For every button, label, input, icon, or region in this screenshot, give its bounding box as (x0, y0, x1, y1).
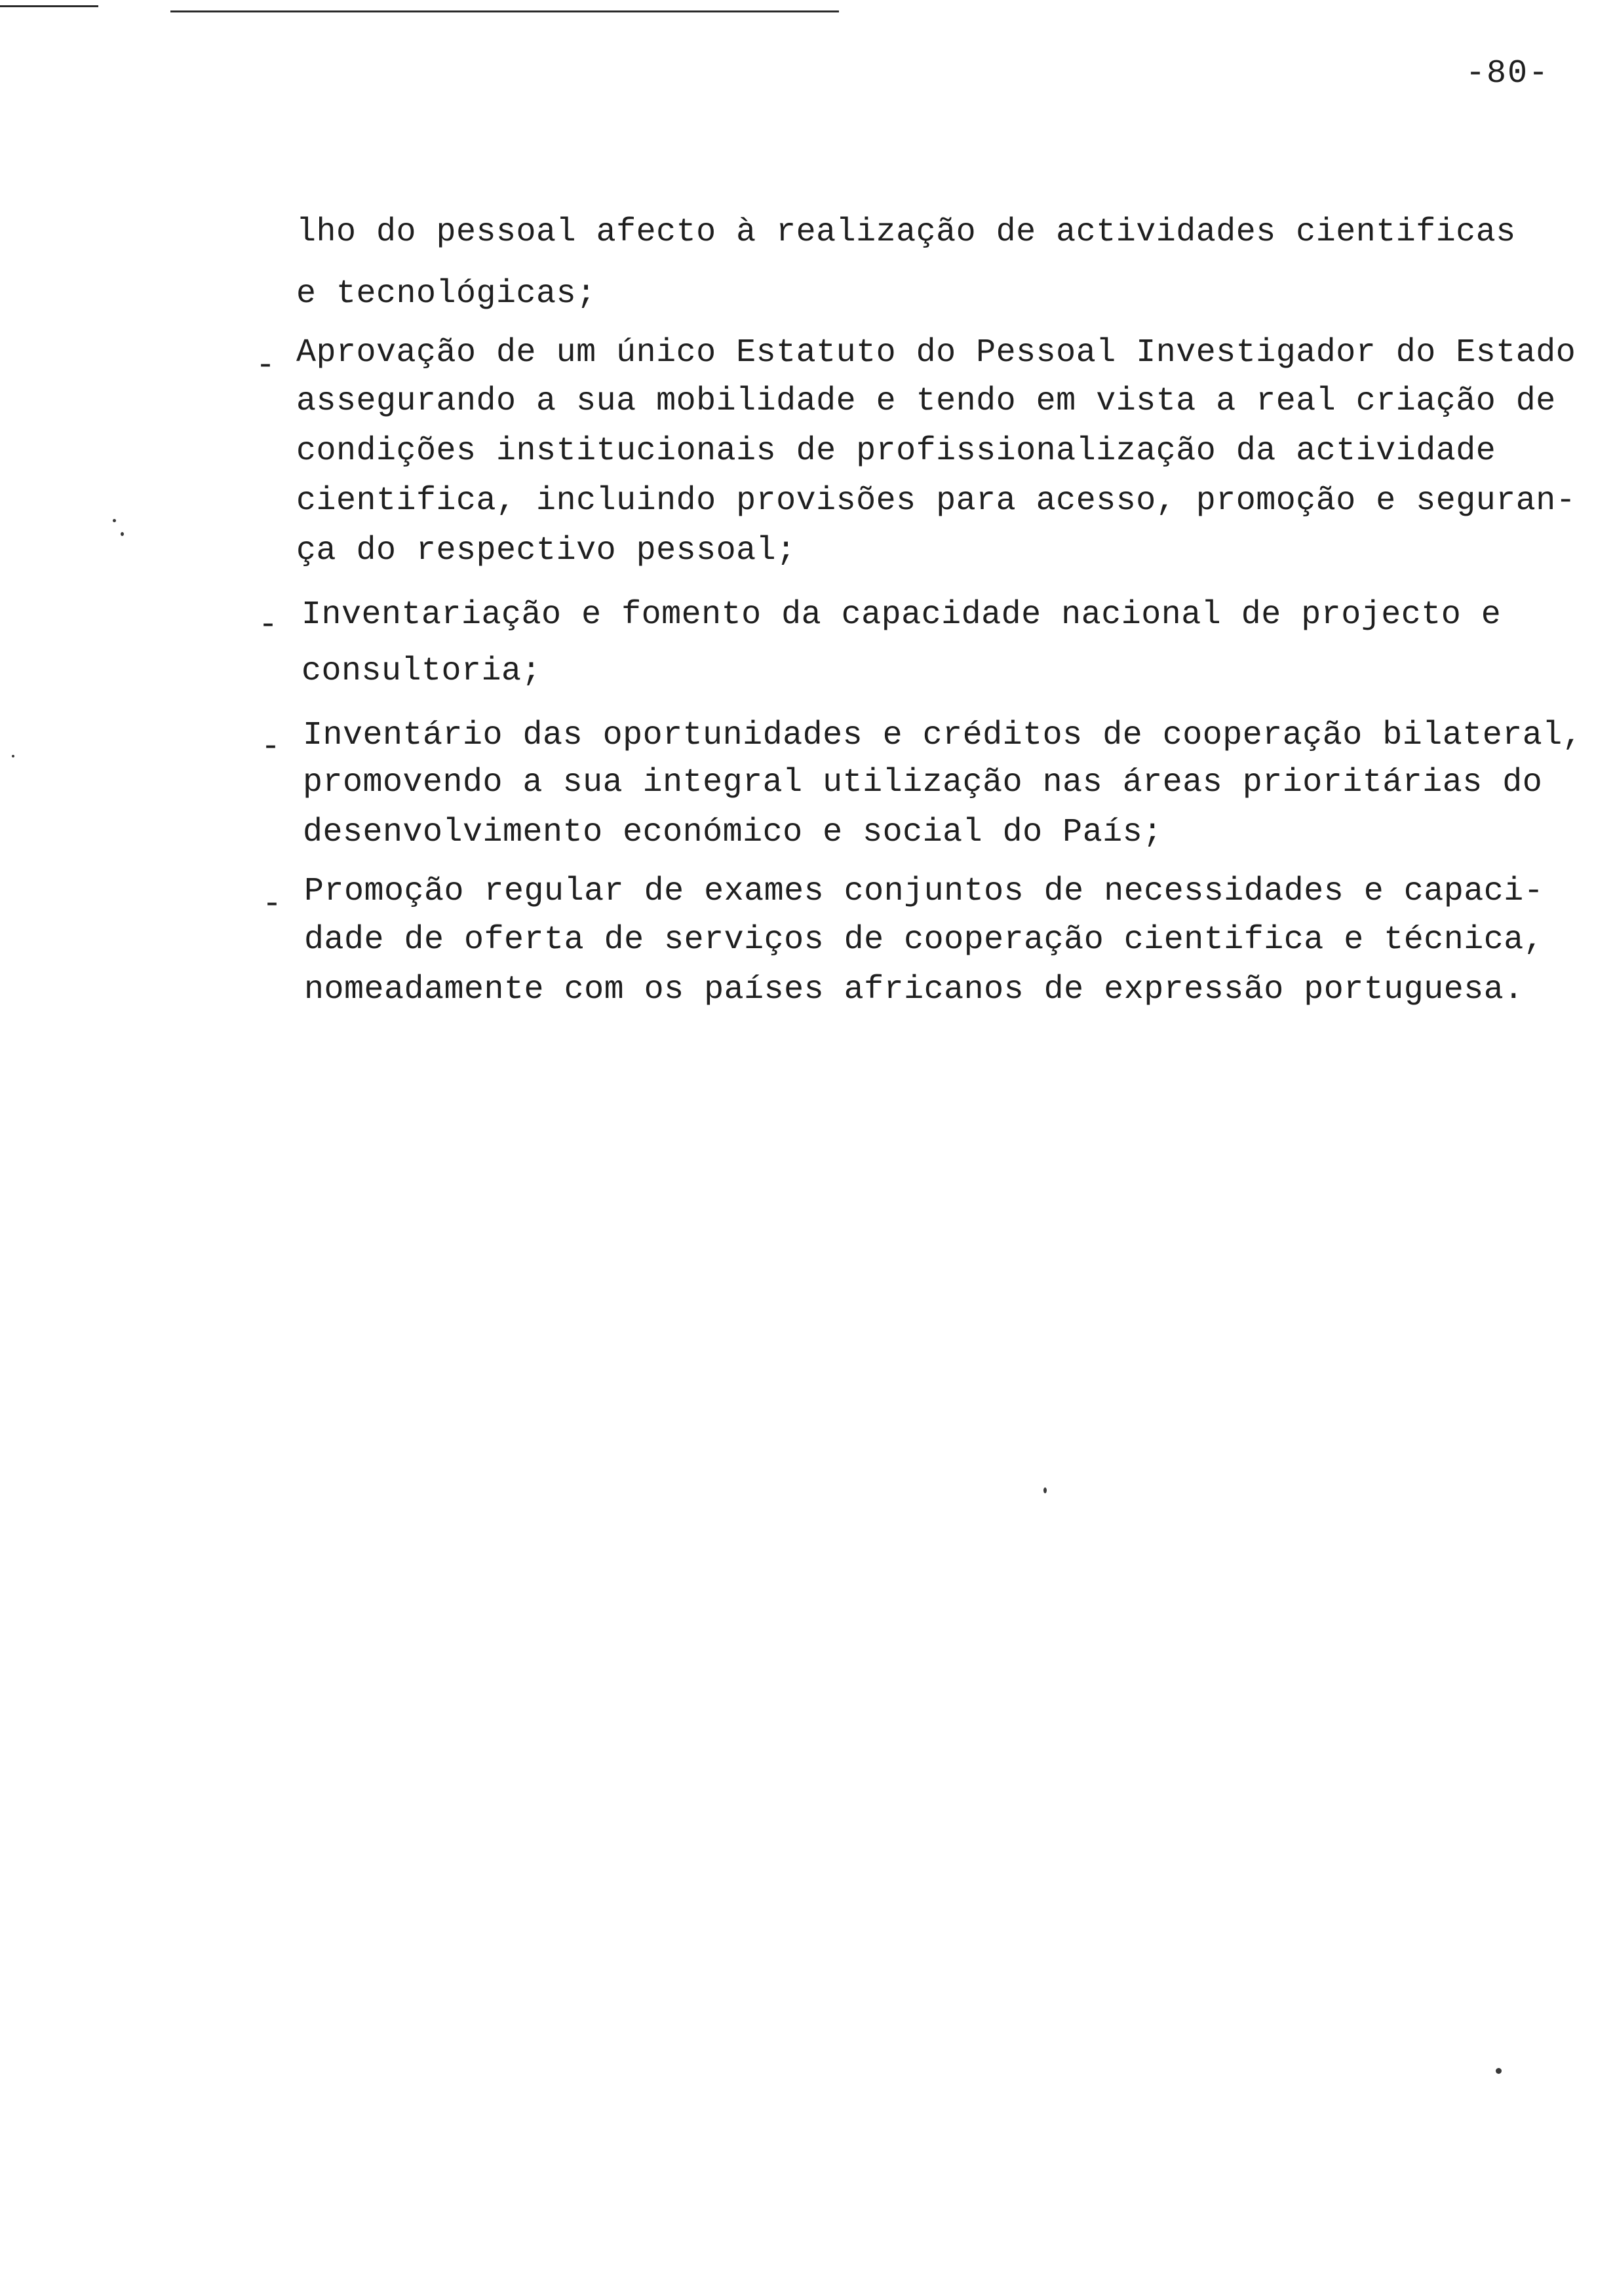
bullet-line: Inventário das oportunidades e créditos de cooperação bilateral, (303, 717, 1583, 754)
bullet-dash: - (256, 347, 276, 385)
bullet-line: cientifica, incluindo provisões para acesso, promoção e seguran- (296, 482, 1576, 520)
bullet-line: dade de oferta de serviços de cooperação cientifica e técnica, (304, 921, 1544, 959)
bullet-dash: - (258, 607, 279, 644)
continuation-line: e tecnológicas; (296, 275, 596, 313)
bullet-line: assegurando a sua mobilidade e tendo em vista a real criação de (296, 383, 1556, 420)
bullet-line: Inventariação e fomento da capacidade nacional de projecto e (302, 596, 1502, 634)
scan-speck (1496, 2068, 1502, 2074)
scan-speck (113, 519, 116, 522)
bullet-line: Promoção regular de exames conjuntos de necessidades e capaci- (304, 873, 1544, 910)
continuation-line: lho do pessoal afecto à realização de actividades cientificas (296, 214, 1516, 251)
scan-speck (12, 755, 14, 757)
bullet-line: Aprovação de um único Estatuto do Pessoal Investigador do Estado (296, 334, 1576, 372)
bullet-line: ça do respectivo pessoal; (296, 532, 796, 569)
bullet-dash: - (261, 729, 281, 766)
bullet-line: nomeadamente com os países africanos de expressão portuguesa. (304, 971, 1524, 1008)
bullet-line: promovendo a sua integral utilização nas áreas prioritárias do (303, 764, 1543, 801)
page-number: -80- (1466, 55, 1550, 92)
bullet-line: condições institucionais de profissionalização da actividade (296, 432, 1496, 470)
bullet-line: consultoria; (302, 653, 542, 690)
top-rule-right (170, 10, 839, 12)
bullet-line: desenvolvimento económico e social do País; (303, 814, 1163, 851)
bullet-dash: - (262, 886, 282, 923)
top-rule-left (0, 5, 98, 7)
scan-speck (121, 532, 124, 536)
scan-speck (1043, 1487, 1047, 1493)
